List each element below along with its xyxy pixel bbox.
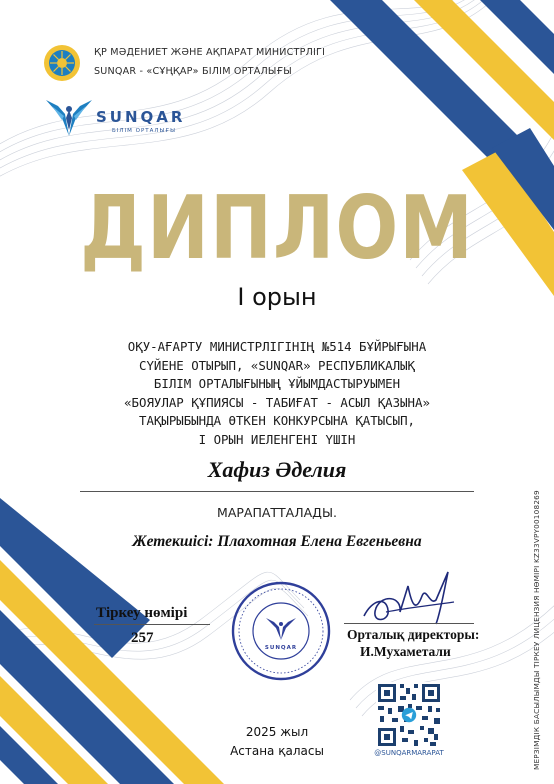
logo-tagline: БІЛІМ ОРТАЛЫҒЫ	[112, 128, 176, 134]
awarded-text: МАРАПАТТАЛАДЫ.	[217, 505, 337, 520]
falcon-icon	[44, 96, 94, 140]
qr-handle: @SUNQARMARAPAT	[374, 749, 444, 757]
body-line: «БОЯУЛАР ҚҰПИЯСЫ - ТАБИҒАТ - АСЫЛ ҚАЗЫНА»	[124, 394, 430, 410]
registration-rule	[94, 624, 210, 625]
license-number: МЕРЗІМДІК БАСЫЛЫМДЫ ТІРКЕУ ЛИЦЕНЗИЯ НӨМІРІ KZ33VPY00108269	[532, 490, 541, 770]
body-line: ОҚУ-АҒАРТУ МИНИСТРЛІГІНІҢ №514 БҰЙРЫҒЫНА	[127, 339, 427, 354]
footer-city: Астана қаласы	[230, 744, 324, 758]
stamp-ring-icon	[230, 580, 332, 682]
footer-year: 2025 жыл	[245, 725, 309, 739]
center-name: SUNQAR - «СҰҢҚАР» БІЛІМ ОРТАЛЫҒЫ	[94, 66, 292, 77]
director-role: Орталық директоры:	[347, 627, 480, 642]
supervisor-name: Жетекшісі: Плахотная Елена Евгеньевна	[132, 533, 422, 550]
body-line: БІЛІМ ОРТАЛЫҒЫНЫҢ ҰЙЫМДАСТЫРУЫМЕН	[153, 376, 401, 391]
registration-label: Тіркеу нөмірі	[96, 605, 188, 621]
body-line: СҮЙЕНЕ ОТЫРЫП, «SUNQAR» РЕСПУБЛИКАЛЫҚ	[138, 357, 415, 373]
sunqar-logo	[44, 96, 194, 142]
diploma-body	[40, 338, 514, 449]
recipient-name: Хафиз Әделия	[207, 457, 347, 482]
body-line: ТАҚЫРЫБЫНДА ӨТКЕН КОНКУРСЫНА ҚАТЫСЫП,	[138, 413, 415, 428]
signature-rule	[344, 623, 474, 624]
registration-number: 257	[131, 630, 154, 646]
state-emblem-icon	[43, 44, 81, 82]
recipient-underline	[80, 491, 474, 492]
diploma-title: ДИПЛОМ	[80, 178, 474, 280]
body-line: I ОРЫН ИЕЛЕНГЕНІ ҮШІН	[198, 431, 356, 447]
director-name: И.Мухаметали	[360, 644, 451, 659]
logo-brand: SUNQAR	[96, 108, 186, 126]
stamp-brand: SUNQAR	[264, 645, 298, 651]
place-label: I орын	[237, 283, 317, 311]
ministry-name: ҚР МӘДЕНИЕТ ЖӘНЕ АҚПАРАТ МИНИСТРЛІГІ	[94, 47, 326, 58]
official-stamp	[230, 580, 332, 682]
